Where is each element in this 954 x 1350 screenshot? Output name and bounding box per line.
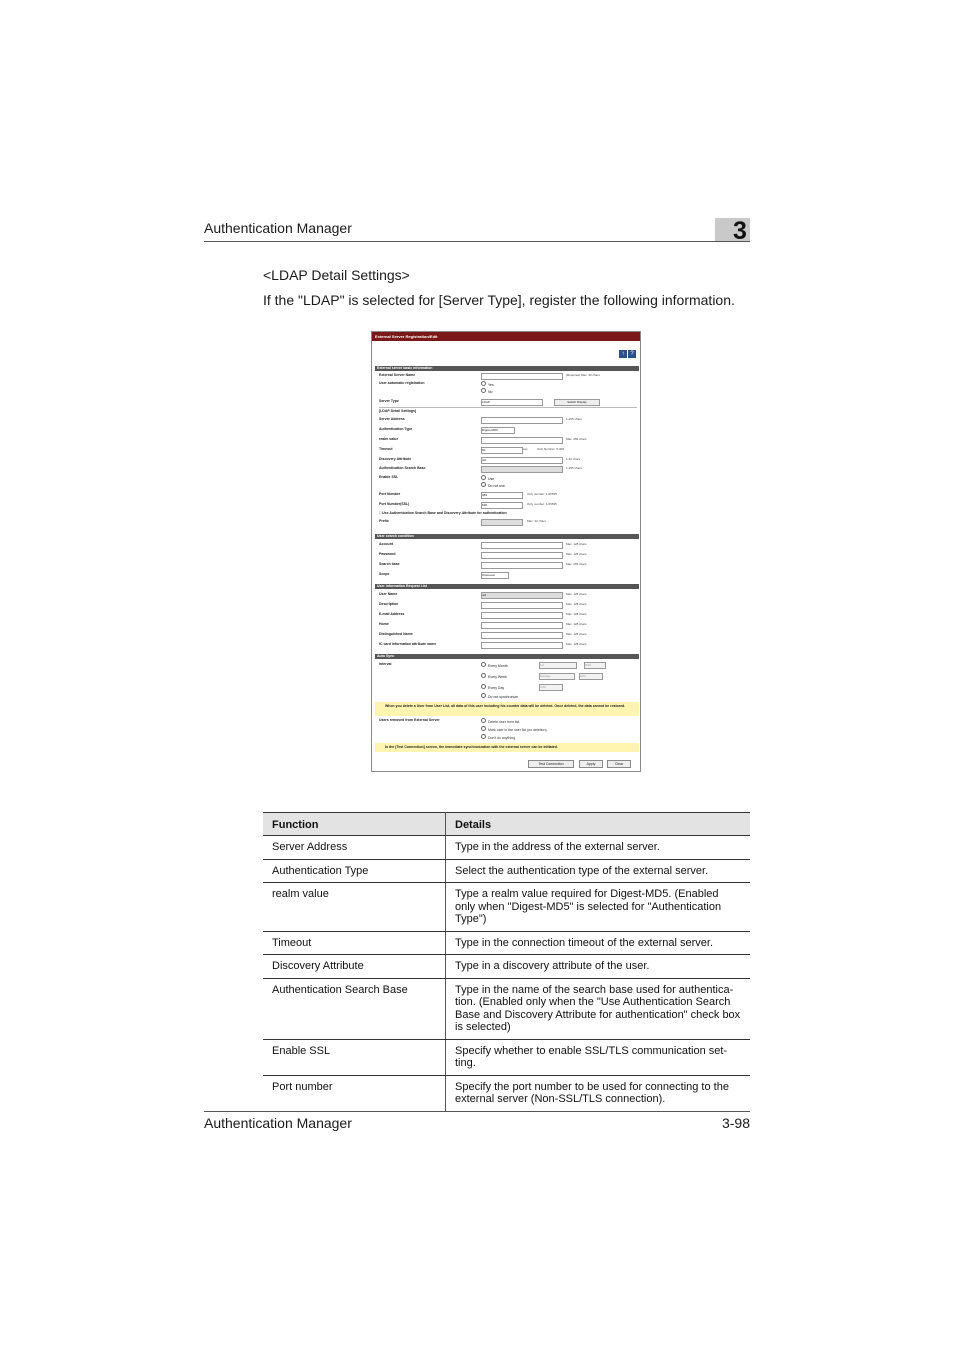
row-interval bbox=[379, 662, 637, 699]
radio-every-week: Every Week bbox=[481, 673, 507, 679]
function-cell: realm value bbox=[263, 883, 446, 932]
header-rule bbox=[204, 241, 750, 242]
column-header-details: Details bbox=[446, 813, 751, 836]
table-row bbox=[263, 931, 750, 955]
row-removed-users bbox=[379, 718, 637, 740]
row-note: Max. 128 chars bbox=[566, 612, 587, 616]
table-row bbox=[263, 955, 750, 979]
row-label: realm value bbox=[379, 437, 399, 441]
row-note: (Required) Max. 32 chars bbox=[566, 373, 600, 377]
table-row bbox=[263, 883, 750, 932]
search-base-input bbox=[481, 466, 563, 473]
window-icons bbox=[618, 342, 638, 357]
row-label: Discovery Attribute bbox=[379, 457, 412, 461]
row-note: Max. 128 chars bbox=[566, 592, 587, 596]
row-note: 1-32 chars bbox=[566, 457, 581, 461]
row-enable-ssl bbox=[379, 475, 637, 488]
table-row bbox=[263, 1075, 750, 1111]
row-account bbox=[379, 542, 637, 549]
sync-warning: In the [Test Connection] screen, the immediate synchronization with the external server can be initiated. bbox=[375, 743, 639, 752]
server-address-input bbox=[481, 417, 563, 424]
row-port bbox=[379, 492, 637, 499]
row-label: Server Address bbox=[379, 417, 405, 421]
function-cell: Enable SSL bbox=[263, 1039, 446, 1075]
week-select: Sunday bbox=[539, 673, 575, 680]
section-auto-sync: Auto Sync bbox=[375, 654, 639, 659]
details-cell: Type a realm value required for Digest-MD5. (Enabled only when "Digest-MD5" is selected for "Authentication Type") bbox=[446, 883, 751, 932]
row-label: Search base bbox=[379, 562, 400, 566]
row-note: Max. 128 chars bbox=[566, 552, 587, 556]
row-label: Interval bbox=[379, 662, 392, 666]
row-label: Prefix bbox=[379, 519, 389, 523]
radio-yes: Yes bbox=[481, 381, 494, 387]
row-label: External Server Name bbox=[379, 373, 416, 377]
divider bbox=[379, 407, 637, 408]
row-note: Max. 128 chars bbox=[566, 622, 587, 626]
table-row bbox=[263, 836, 750, 860]
auth-type-select: Digest-MD5 bbox=[481, 427, 515, 434]
row-note: Only number: 1-65535 bbox=[527, 502, 557, 506]
radio-mark-user: Mark user in the user list (no deletion). bbox=[481, 726, 548, 732]
function-cell: Timeout bbox=[263, 931, 446, 955]
row-search-base bbox=[379, 466, 637, 473]
row-label: Timeout bbox=[379, 447, 393, 451]
row-label: Users removed from External Server bbox=[379, 718, 440, 722]
section-heading: <LDAP Detail Settings> bbox=[263, 267, 410, 283]
row-label: Port Number(SSL) bbox=[379, 502, 410, 506]
row-note: Max. 128 chars bbox=[566, 642, 587, 646]
table-row bbox=[263, 1039, 750, 1075]
row-timeout bbox=[379, 447, 637, 454]
row-note: Max. 256 chars bbox=[566, 437, 587, 441]
row-label: User automatic registration bbox=[379, 381, 425, 385]
section-user-info-request: User Information Request List bbox=[375, 584, 639, 589]
details-cell: Type in a discovery attribute of the user. bbox=[446, 955, 751, 979]
details-cell: Specify whether to enable SSL/TLS communication set-ting. bbox=[446, 1039, 751, 1075]
table-row bbox=[263, 859, 750, 883]
use-search-base-checkbox-label: □ Use Authentication Search Base and Discovery Attribute for authentication bbox=[379, 511, 507, 515]
apply-button: Apply bbox=[579, 760, 603, 768]
row-label: IC card information attribute name bbox=[379, 642, 437, 646]
row-label: Server Type bbox=[379, 399, 399, 403]
row-port-ssl bbox=[379, 502, 637, 509]
row-use-search-base-checkbox bbox=[379, 511, 637, 518]
table-row bbox=[263, 978, 750, 1039]
row-label: Description bbox=[379, 602, 399, 606]
radio-use: Use bbox=[481, 475, 494, 481]
port-input: 389 bbox=[481, 492, 523, 499]
user-name-input: uid bbox=[481, 592, 563, 599]
row-realm bbox=[379, 437, 637, 444]
function-cell: Port number bbox=[263, 1075, 446, 1111]
switch-display-button: Switch Display bbox=[554, 399, 600, 406]
realm-input bbox=[481, 437, 563, 444]
row-search-base-2 bbox=[379, 562, 637, 569]
help-icon: ? bbox=[628, 350, 636, 358]
clear-button: Clear bbox=[607, 760, 631, 768]
function-details-table bbox=[263, 812, 750, 1112]
row-label: Distinguished Name bbox=[379, 632, 413, 636]
row-label: Authentication Search Base bbox=[379, 466, 426, 470]
row-note: Max. 128 chars bbox=[566, 632, 587, 636]
row-scope bbox=[379, 572, 637, 579]
row-prefix bbox=[379, 519, 637, 526]
month-time-select: 0:00 bbox=[584, 662, 606, 669]
row-description bbox=[379, 602, 637, 609]
email-input bbox=[481, 612, 563, 619]
row-ic-card bbox=[379, 642, 637, 649]
dn-input bbox=[481, 632, 563, 639]
running-header-title: Authentication Manager bbox=[204, 220, 352, 236]
row-server-address bbox=[379, 417, 637, 424]
account-input bbox=[481, 542, 563, 549]
radio-every-day: Every Day bbox=[481, 684, 504, 690]
row-auto-registration bbox=[379, 381, 637, 394]
row-note: Max. 128 chars bbox=[566, 542, 587, 546]
row-note: Only number: 1-65535 bbox=[527, 492, 557, 496]
row-auth-type bbox=[379, 427, 637, 434]
function-cell: Authentication Type bbox=[263, 859, 446, 883]
footer-rule bbox=[204, 1111, 750, 1112]
radio-do-not-sync: Do not synchronize bbox=[481, 693, 518, 699]
timeout-unit: sec. bbox=[523, 447, 529, 451]
discovery-input: uid bbox=[481, 457, 563, 464]
row-note: Max. 256 chars bbox=[566, 562, 587, 566]
password-input bbox=[481, 552, 563, 559]
row-note: Max. 128 chars bbox=[566, 602, 587, 606]
ldap-settings-screenshot bbox=[371, 331, 641, 772]
week-time-select: 0:00 bbox=[579, 673, 603, 680]
row-home bbox=[379, 622, 637, 629]
section-user-search: User search condition bbox=[375, 534, 639, 539]
prefix-input bbox=[481, 519, 523, 526]
row-discovery bbox=[379, 457, 637, 464]
home-input bbox=[481, 622, 563, 629]
radio-do-nothing: Don't do anything. bbox=[481, 734, 516, 740]
test-connection-button: Test Connection bbox=[528, 760, 574, 768]
ldap-detail-heading: [LDAP Detail Settings] bbox=[379, 409, 417, 413]
radio-do-not-use: Do not use bbox=[481, 482, 505, 488]
row-label: Authentication Type bbox=[379, 427, 413, 431]
server-name-input bbox=[481, 373, 563, 380]
server-type-select: LDAP bbox=[481, 399, 543, 406]
row-dn bbox=[379, 632, 637, 639]
row-label: Port Number bbox=[379, 492, 401, 496]
row-user-name bbox=[379, 592, 637, 599]
details-cell: Specify the port number to be used for connecting to the external server (Non-SSL/TLS connection). bbox=[446, 1075, 751, 1111]
details-cell: Type in the connection timeout of the external server. bbox=[446, 931, 751, 955]
search-base-2-input bbox=[481, 562, 563, 569]
function-cell: Discovery Attribute bbox=[263, 955, 446, 979]
chapter-number: 3 bbox=[733, 217, 747, 245]
ic-card-input bbox=[481, 642, 563, 649]
function-cell: Authentication Search Base bbox=[263, 978, 446, 1039]
row-label: E-mail Address bbox=[379, 612, 405, 616]
radio-no: No bbox=[481, 388, 492, 394]
radio-delete-user: Delete user from list. bbox=[481, 718, 520, 724]
row-password bbox=[379, 552, 637, 559]
section-basic-info: External server basic information bbox=[375, 366, 639, 371]
intro-paragraph: If the "LDAP" is selected for [Server Type], register the following information. bbox=[263, 292, 735, 308]
column-header-function: Function bbox=[263, 813, 446, 836]
row-server-type bbox=[379, 399, 637, 406]
details-cell: Type in the address of the external server. bbox=[446, 836, 751, 860]
description-input bbox=[481, 602, 563, 609]
ldap-detail-heading-row bbox=[379, 409, 637, 416]
day-time-select: 0:00 bbox=[539, 684, 563, 691]
month-select: 1st bbox=[539, 662, 577, 669]
row-note: 1-255 chars bbox=[566, 417, 582, 421]
function-cell: Server Address bbox=[263, 836, 446, 860]
scope-select: OneLevel bbox=[481, 572, 509, 579]
row-label: Home bbox=[379, 622, 389, 626]
row-label: Account bbox=[379, 542, 393, 546]
radio-every-month: Every Month bbox=[481, 662, 508, 668]
delete-warning: When you delete a User from User List, all data of this user including his counter data will be deleted. Once deleted, the data cannot be restored. bbox=[375, 702, 639, 716]
timeout-input: 60 bbox=[481, 447, 523, 454]
row-note: Only Number: 5-300 bbox=[537, 447, 565, 451]
row-label: Scope bbox=[379, 572, 390, 576]
row-label: User Name bbox=[379, 592, 398, 596]
row-note: Max. 32 chars bbox=[527, 519, 546, 523]
details-cell: Type in the name of the search base used for authentica-tion. (Enabled only when the "Use Authentication Search Base and Discovery Attribute for authentication" check box is selected) bbox=[446, 978, 751, 1039]
row-label: Enable SSL bbox=[379, 475, 399, 479]
row-note: 1-255 chars bbox=[566, 466, 582, 470]
row-email bbox=[379, 612, 637, 619]
running-footer-title: Authentication Manager bbox=[204, 1115, 352, 1131]
details-cell: Select the authentication type of the external server. bbox=[446, 859, 751, 883]
back-icon: ↑ bbox=[619, 350, 627, 358]
port-ssl-input: 636 bbox=[481, 502, 523, 509]
window-title-bar: External Server Registration/Edit bbox=[372, 332, 640, 341]
page-number: 3-98 bbox=[721, 1115, 750, 1131]
table-header-row bbox=[263, 813, 750, 836]
row-server-name bbox=[379, 373, 637, 380]
row-label: Password bbox=[379, 552, 396, 556]
